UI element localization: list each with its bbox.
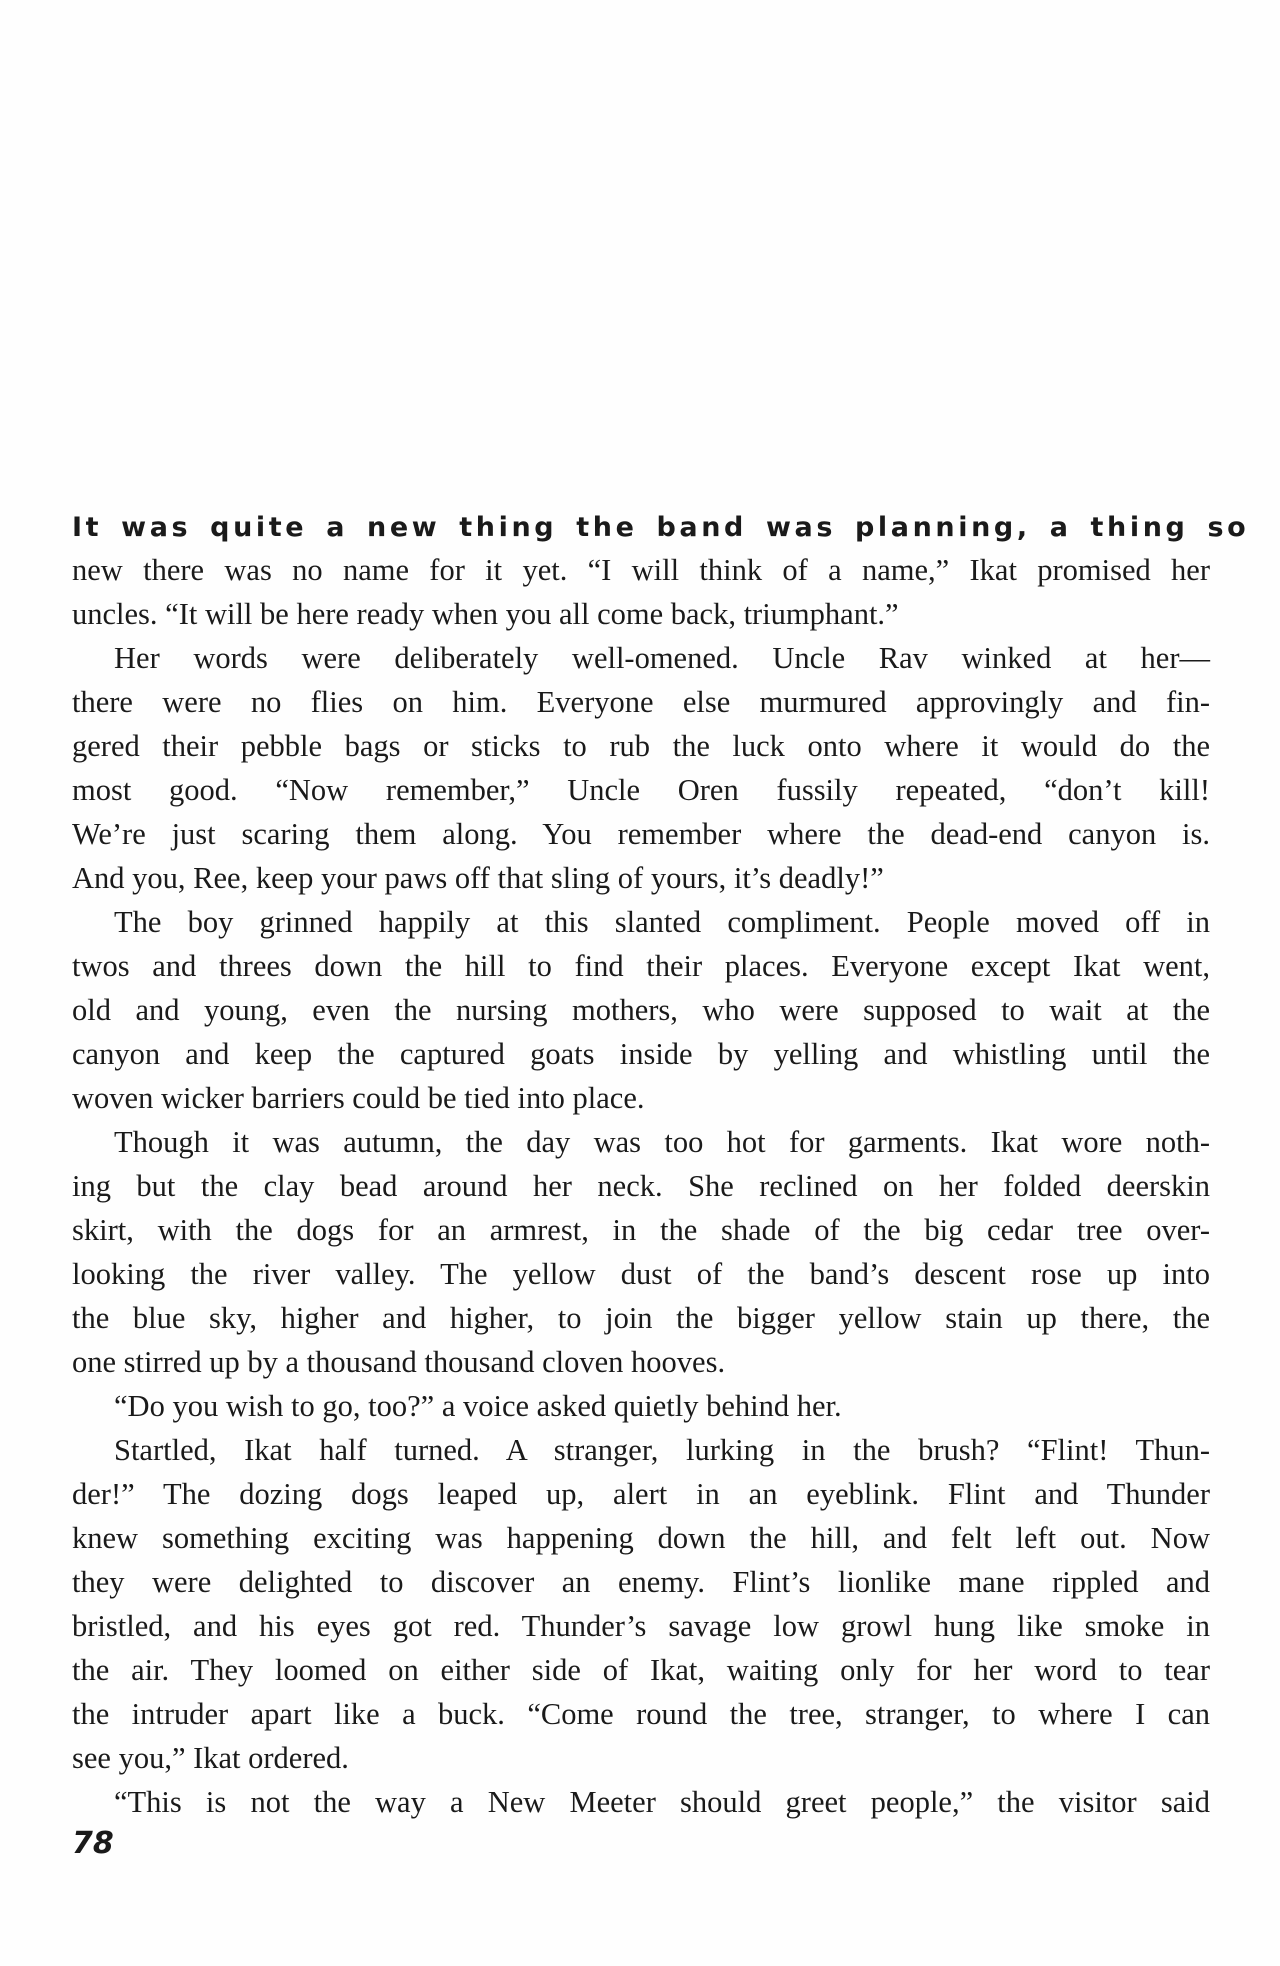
text-line: “Do you wish to go, too?” a voice asked quietly behind her. [114, 1389, 842, 1423]
text-line: knew something exciting was happening down the hill, and felt left out. Now [72, 1521, 1210, 1555]
text-line: Her words were deliberately well-omened. Uncle Rav winked at her— [114, 641, 1210, 675]
text-line: Though it was autumn, the day was too hot for garments. Ikat wore noth- [114, 1125, 1210, 1159]
text-line: gered their pebble bags or sticks to rub the luck onto where it would do the [72, 729, 1210, 763]
text-line: the blue sky, higher and higher, to join the bigger yellow stain up there, the [72, 1301, 1210, 1335]
text-line: looking the river valley. The yellow dust of the band’s descent rose up into [72, 1257, 1210, 1291]
text-line: the air. They loomed on either side of Ikat, waiting only for her word to tear [72, 1653, 1210, 1687]
text-line: And you, Ree, keep your paws off that sling of yours, it’s deadly!” [72, 861, 884, 895]
text-line: uncles. “It will be here ready when you all come back, triumphant.” [72, 597, 899, 631]
body-lines [72, 548, 1210, 1824]
text-line: most good. “Now remember,” Uncle Oren fussily repeated, “don’t kill! [72, 773, 1210, 807]
text-line: there were no flies on him. Everyone else murmured approvingly and fin- [72, 685, 1210, 719]
text-line-lead-in [72, 504, 1250, 548]
text-line: twos and threes down the hill to find their places. Everyone except Ikat went, [72, 949, 1210, 983]
text-line: Startled, Ikat half turned. A stranger, lurking in the brush? “Flint! Thun- [114, 1433, 1210, 1467]
text-line: bristled, and his eyes got red. Thunder’s savage low growl hung like smoke in [72, 1609, 1210, 1643]
text-line: they were delighted to discover an enemy. Flint’s lionlike mane rippled and [72, 1565, 1210, 1599]
text-line: ing but the clay bead around her neck. She reclined on her folded deerskin [72, 1169, 1210, 1203]
text-line: skirt, with the dogs for an armrest, in the shade of the big cedar tree over- [72, 1213, 1210, 1247]
text-line: one stirred up by a thousand thousand cloven hooves. [72, 1345, 726, 1379]
text-line: canyon and keep the captured goats inside by yelling and whistling until the [72, 1037, 1210, 1071]
lead-in-text: It was quite a new thing the band was planning, a thing so [72, 512, 1250, 543]
body-text [72, 504, 1250, 1824]
text-line: woven wicker barriers could be tied into place. [72, 1081, 645, 1115]
page-number: 78 [72, 1826, 114, 1861]
text-line: We’re just scaring them along. You remember where the dead-end canyon is. [72, 817, 1210, 851]
text-line: The boy grinned happily at this slanted compliment. People moved off in [114, 905, 1210, 939]
text-line: old and young, even the nursing mothers, who were supposed to wait at the [72, 993, 1210, 1027]
text-line: the intruder apart like a buck. “Come round the tree, stranger, to where I can [72, 1697, 1210, 1731]
text-line: der!” The dozing dogs leaped up, alert in an eyeblink. Flint and Thunder [72, 1477, 1210, 1511]
text-line: new there was no name for it yet. “I will think of a name,” Ikat promised her [72, 553, 1210, 587]
text-line: “This is not the way a New Meeter should greet people,” the visitor said [114, 1785, 1210, 1819]
text-line: see you,” Ikat ordered. [72, 1741, 349, 1775]
